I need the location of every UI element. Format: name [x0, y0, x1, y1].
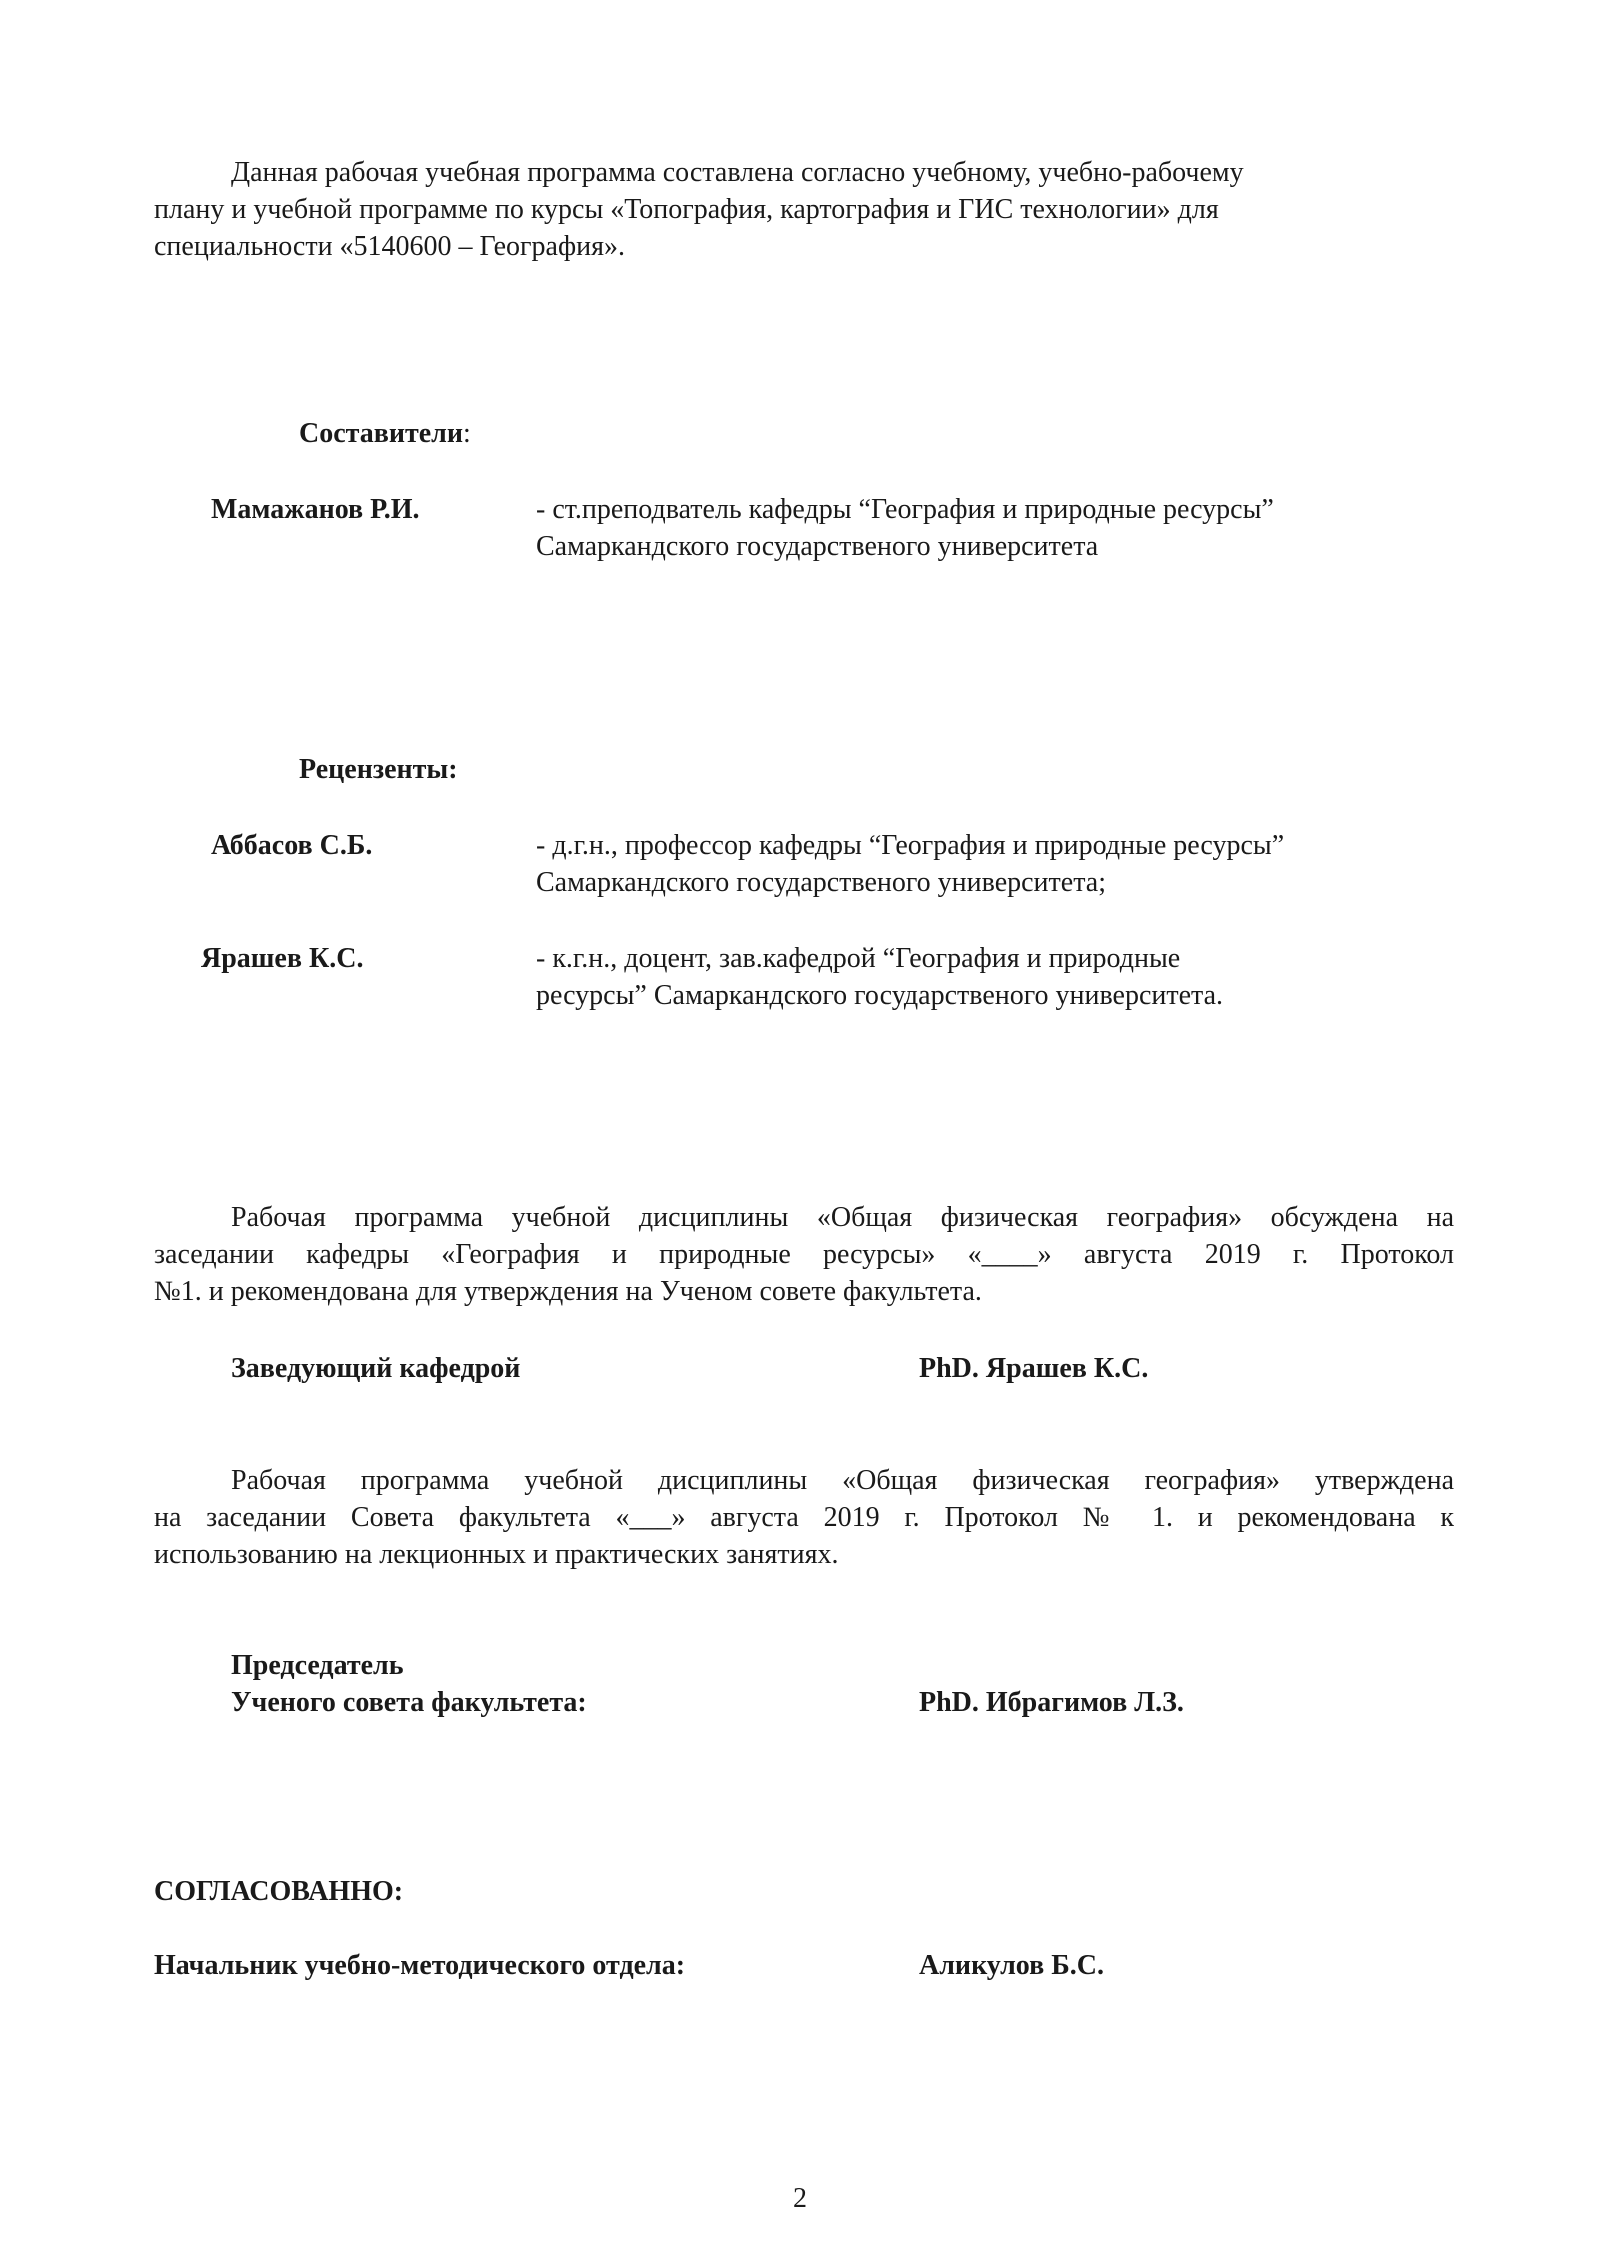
head-of-department-label: Заведующий кафедрой — [231, 1353, 521, 1384]
approval-line: на заседании Совета факультета «___» августа 2019 г. Протокол № 1. и рекомендована к — [154, 1502, 1454, 1533]
reviewer-role-line: ресурсы” Самаркандского государственого университета. — [536, 980, 1224, 1011]
approval-line: использованию на лекционных и практических занятиях. — [154, 1539, 839, 1570]
compiler-name: Мамажанов Р.И. — [211, 494, 420, 525]
reviewer-role — [536, 940, 1436, 1014]
head-of-department-name: PhD. Ярашев К.С. — [919, 1353, 1149, 1384]
methodical-head-name: Аликулов Б.С. — [919, 1950, 1104, 1981]
chairman-label — [231, 1647, 587, 1721]
discussion-paragraph — [154, 1199, 1454, 1310]
compilers-heading-colon: : — [463, 418, 471, 449]
intro-line: специальности «5140600 – География». — [154, 231, 625, 262]
chairman-name: PhD. Ибрагимов Л.З. — [919, 1687, 1184, 1718]
approval-line: Рабочая программа учебной дисциплины «Общая физическая география» утверждена — [231, 1465, 1454, 1496]
intro-line: плану и учебной программе по курсы «Топография, картография и ГИС технологии» для — [154, 194, 1219, 225]
discussion-line: №1. и рекомендована для утверждения на Ученом совете факультета. — [154, 1276, 982, 1307]
compilers-heading-text: Составители — [299, 418, 464, 449]
reviewer-name: Аббасов С.Б. — [211, 830, 373, 861]
compiler-role-line: - ст.преподватель кафедры “География и природные ресурсы” — [536, 494, 1274, 525]
intro-line: Данная рабочая учебная программа составлена согласно учебному, учебно-рабочему — [231, 157, 1244, 188]
compiler-role — [536, 491, 1436, 565]
compiler-role-line: Самаркандского государственого университета — [536, 531, 1099, 562]
chairman-label-line: Ученого совета факультета: — [231, 1687, 587, 1718]
discussion-line: заседании кафедры «География и природные ресурсы» «____» августа 2019 г. Протокол — [154, 1239, 1454, 1270]
page-number: 2 — [793, 2183, 807, 2214]
compilers-heading — [299, 415, 471, 452]
chairman-label-line: Председатель — [231, 1650, 404, 1681]
reviewer-name: Ярашев К.С. — [201, 943, 364, 974]
reviewer-role-line: - д.г.н., профессор кафедры “География и природные ресурсы” — [536, 830, 1285, 861]
reviewer-role-line: - к.г.н., доцент, зав.кафедрой “География и природные — [536, 943, 1181, 974]
intro-paragraph — [154, 154, 1454, 265]
methodical-head-label: Начальник учебно-методического отдела: — [154, 1950, 686, 1981]
approval-paragraph — [154, 1462, 1454, 1573]
reviewer-role — [536, 827, 1436, 901]
reviewer-role-line: Самаркандского государственого университета; — [536, 867, 1106, 898]
reviewers-heading: Рецензенты: — [299, 754, 458, 785]
discussion-line: Рабочая программа учебной дисциплины «Общая физическая география» обсуждена на — [231, 1202, 1454, 1233]
agreed-heading: СОГЛАСОВАННО: — [154, 1876, 404, 1907]
